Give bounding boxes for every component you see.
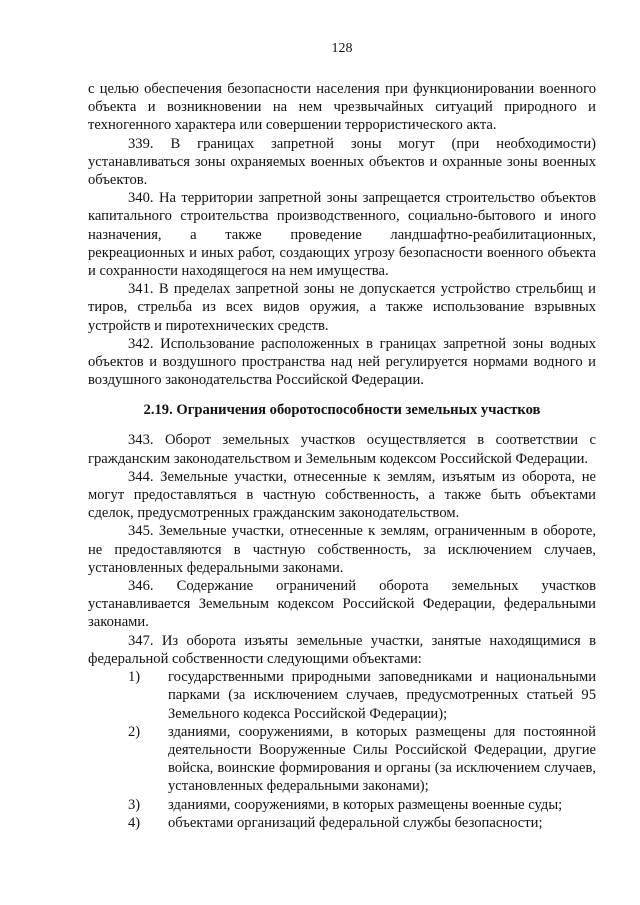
list-item-text: объектами организаций федеральной службы безопасности; <box>168 814 543 831</box>
paragraph-346: 346. Содержание ограничений оборота земельных участков устанавливается Земельным кодексом Российской Федерации, федеральными законами. <box>88 578 596 631</box>
list-item-text: зданиями, сооружениями, в которых размещены военные суды; <box>168 796 563 813</box>
section-heading: 2.19. Ограничения оборотоспособности земельных участков <box>143 402 541 419</box>
paragraph-345: 345. Земельные участки, отнесенные к землям, ограниченным в обороте, не предоставляются в частную собственность, за исключением случаев, установленных федеральными законами. <box>88 523 596 576</box>
list-item-number: 3) <box>128 796 141 813</box>
document-page <box>88 40 596 832</box>
paragraph-340: 340. На территории запретной зоны запрещается строительство объектов капитального строительства производственного, социально-бытового и иного назначения, а также проведение ландшафтно-реабилитационных, рекреационных и иных работ, создающих угрозу безопасности военного объекта и сохранности находящегося на нем имущества. <box>88 190 596 280</box>
list-item-text: государственными природными заповедниками и национальными парками (за исключением случаев, предусмотренных статьей 95 Земельного кодекса Российской Федерации); <box>168 669 596 722</box>
paragraph-344: 344. Земельные участки, отнесенные к землям, изъятым из оборота, не могут предоставляться в частную собственность, а также быть объектами сделок, предусмотренных гражданским законодательством. <box>88 468 596 522</box>
list-item <box>88 723 596 796</box>
list-item <box>88 814 596 832</box>
list-item-text: зданиями, сооружениями, в которых размещены для постоянной деятельности Вооруженные Силы Российской Федерации, другие войска, воинские формирования и органы (за исключением случаев, установленных федеральными законами); <box>168 723 596 795</box>
list-item-number: 2) <box>128 723 141 740</box>
paragraph-342: 342. Использование расположенных в границах запретной зоны водных объектов и воздушного пространства над ней регулируется нормами водного и воздушного законодательства Российской Федерации. <box>88 335 596 389</box>
paragraph-347: 347. Из оборота изъяты земельные участки, занятые находящимися в федеральной собственности следующими объектами: <box>88 632 596 667</box>
paragraph-continuation: с целью обеспечения безопасности населения при функционировании военного объекта и возникновении на нем чрезвычайных ситуаций природного и техногенного характера или совершении террористического акта. <box>88 81 596 134</box>
list-item-number: 4) <box>128 814 141 831</box>
paragraph-341: 341. В пределах запретной зоны не допускается устройство стрельбищ и тиров, стрельба из всех видов оружия, а также использование взрывных устройств и пиротехнических средств. <box>88 281 596 334</box>
paragraph-343: 343. Оборот земельных участков осуществляется в соответствии с гражданским законодательством и Земельным кодексом Российской Федерации. <box>88 432 596 467</box>
list-item <box>88 796 596 814</box>
paragraph-339: 339. В границах запретной зоны могут (при необходимости) устанавливаться зоны охраняемых военных объектов и охранные зоны военных объектов. <box>88 135 596 189</box>
list-item <box>88 668 596 723</box>
page-number: 128 <box>331 41 353 56</box>
list-item-number: 1) <box>128 669 141 686</box>
